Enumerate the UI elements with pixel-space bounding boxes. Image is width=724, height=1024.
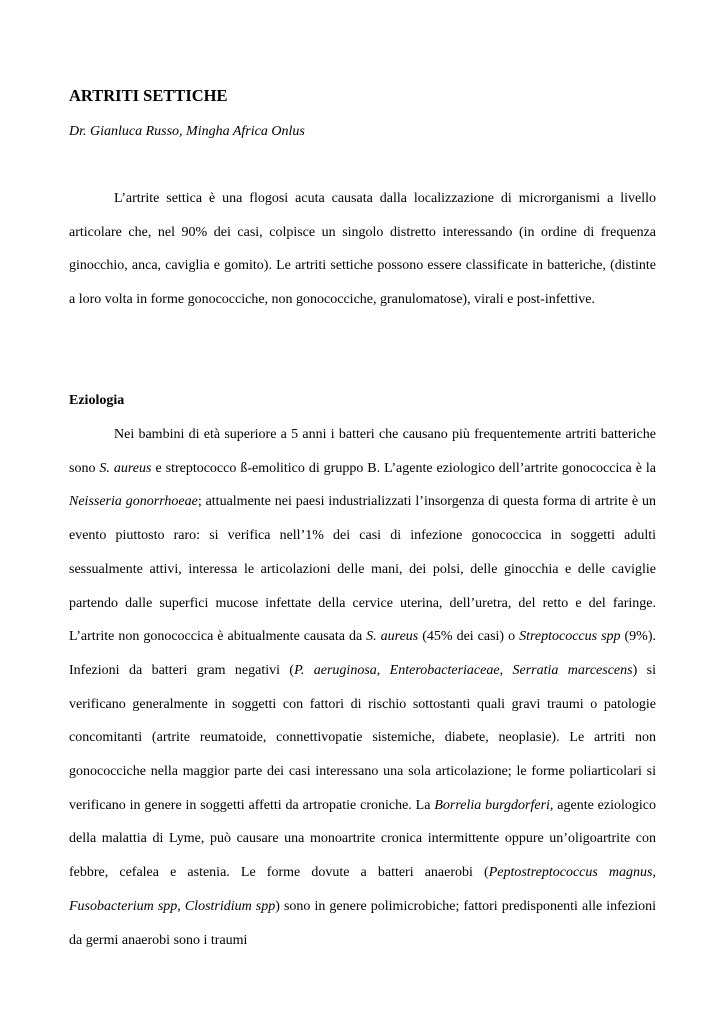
italic-term: Serratia marcescens <box>512 662 633 678</box>
text-run: ; attualmente nei paesi industrializzati l’insorgenza di questa forma di artrite è un evento piuttosto raro: si verifica nell’1% dei casi di infezione gonococcica in soggetti adulti sessualmente attivi, interessa le articolazioni delle mani, dei polsi, delle ginocchia e delle caviglie partendo dalle superfici mucose infettate della cervice uterina, dell’uretra, del retto e del faringe. L’artrite non gonococcica è abitualmente causata da <box>69 494 656 645</box>
etiology-paragraph <box>69 418 656 957</box>
italic-term: Streptococcus spp <box>519 629 621 645</box>
text-run: , <box>177 898 185 914</box>
italic-term: P. aeruginosa, Enterobacteriaceae <box>294 662 500 678</box>
text-run: ) sono in genere polimicrobiche; fattori predisponenti alle infezioni da germi anaerobi sono i traumi <box>69 898 657 948</box>
italic-term: Neisseria gonorrhoeae <box>69 494 198 510</box>
italic-term: S. aureus <box>366 629 419 645</box>
text-run: , <box>499 662 513 678</box>
text-run: e streptococco ß-emolitico di gruppo B. L’agente eziologico dell’artrite gonococcica è la <box>151 460 657 476</box>
text-run: ) si verificano generalmente in soggetti con fattori di rischio sottostanti quali gravi traumi o patologie concomitanti (artrite reumatoide, connettivopatie sistemiche, diabete, neoplasie). Le artriti non gonococciche nella maggior parte dei casi interessano una sola articolazione; le forme poliarticolari si verificano in genere in soggetti affetti da artropatie croniche. La <box>69 662 657 813</box>
italic-term: S. aureus <box>99 460 152 476</box>
document-title: ARTRITI SETTICHE <box>69 86 228 105</box>
section-heading-eziologia: Eziologia <box>69 393 125 408</box>
intro-paragraph: L’artrite settica è una flogosi acuta causata dalla localizzazione di microrganismi a livello articolare che, nel 90% dei casi, colpisce un singolo distretto interessando (in ordine di frequenza ginocchio, anca, caviglia e gomito). Le artriti settiche possono essere classificate in batteriche, (distinte a loro volta in forme gonococciche, non gonococciche, granulomatose), virali e post-infettive. <box>69 191 656 308</box>
text-run: Nei bambini di età superiore a 5 anni i batteri che causano più frequentemente artriti batteriche sono <box>69 427 656 476</box>
text-run: (9%). Infezioni da batteri gram negativi ( <box>69 629 657 678</box>
text-run: (45% dei casi) o <box>418 629 520 645</box>
author-line: Dr. Gianluca Russo, Mingha Africa Onlus <box>69 124 305 139</box>
italic-term: Fusobacterium spp <box>69 898 178 914</box>
italic-term: Peptostreptococcus magnus <box>488 865 653 881</box>
text-run: , <box>652 865 656 881</box>
italic-term: Clostridium spp <box>184 898 276 914</box>
text-run: , agente eziologico della malattia di Lyme, può causare una monoartrite cronica intermittente oppure un’oligoartrite con febbre, cefalea e astenia. Le forme dovute a batteri anaerobi ( <box>69 797 656 881</box>
italic-term: Borrelia burgdorferi <box>434 797 550 813</box>
